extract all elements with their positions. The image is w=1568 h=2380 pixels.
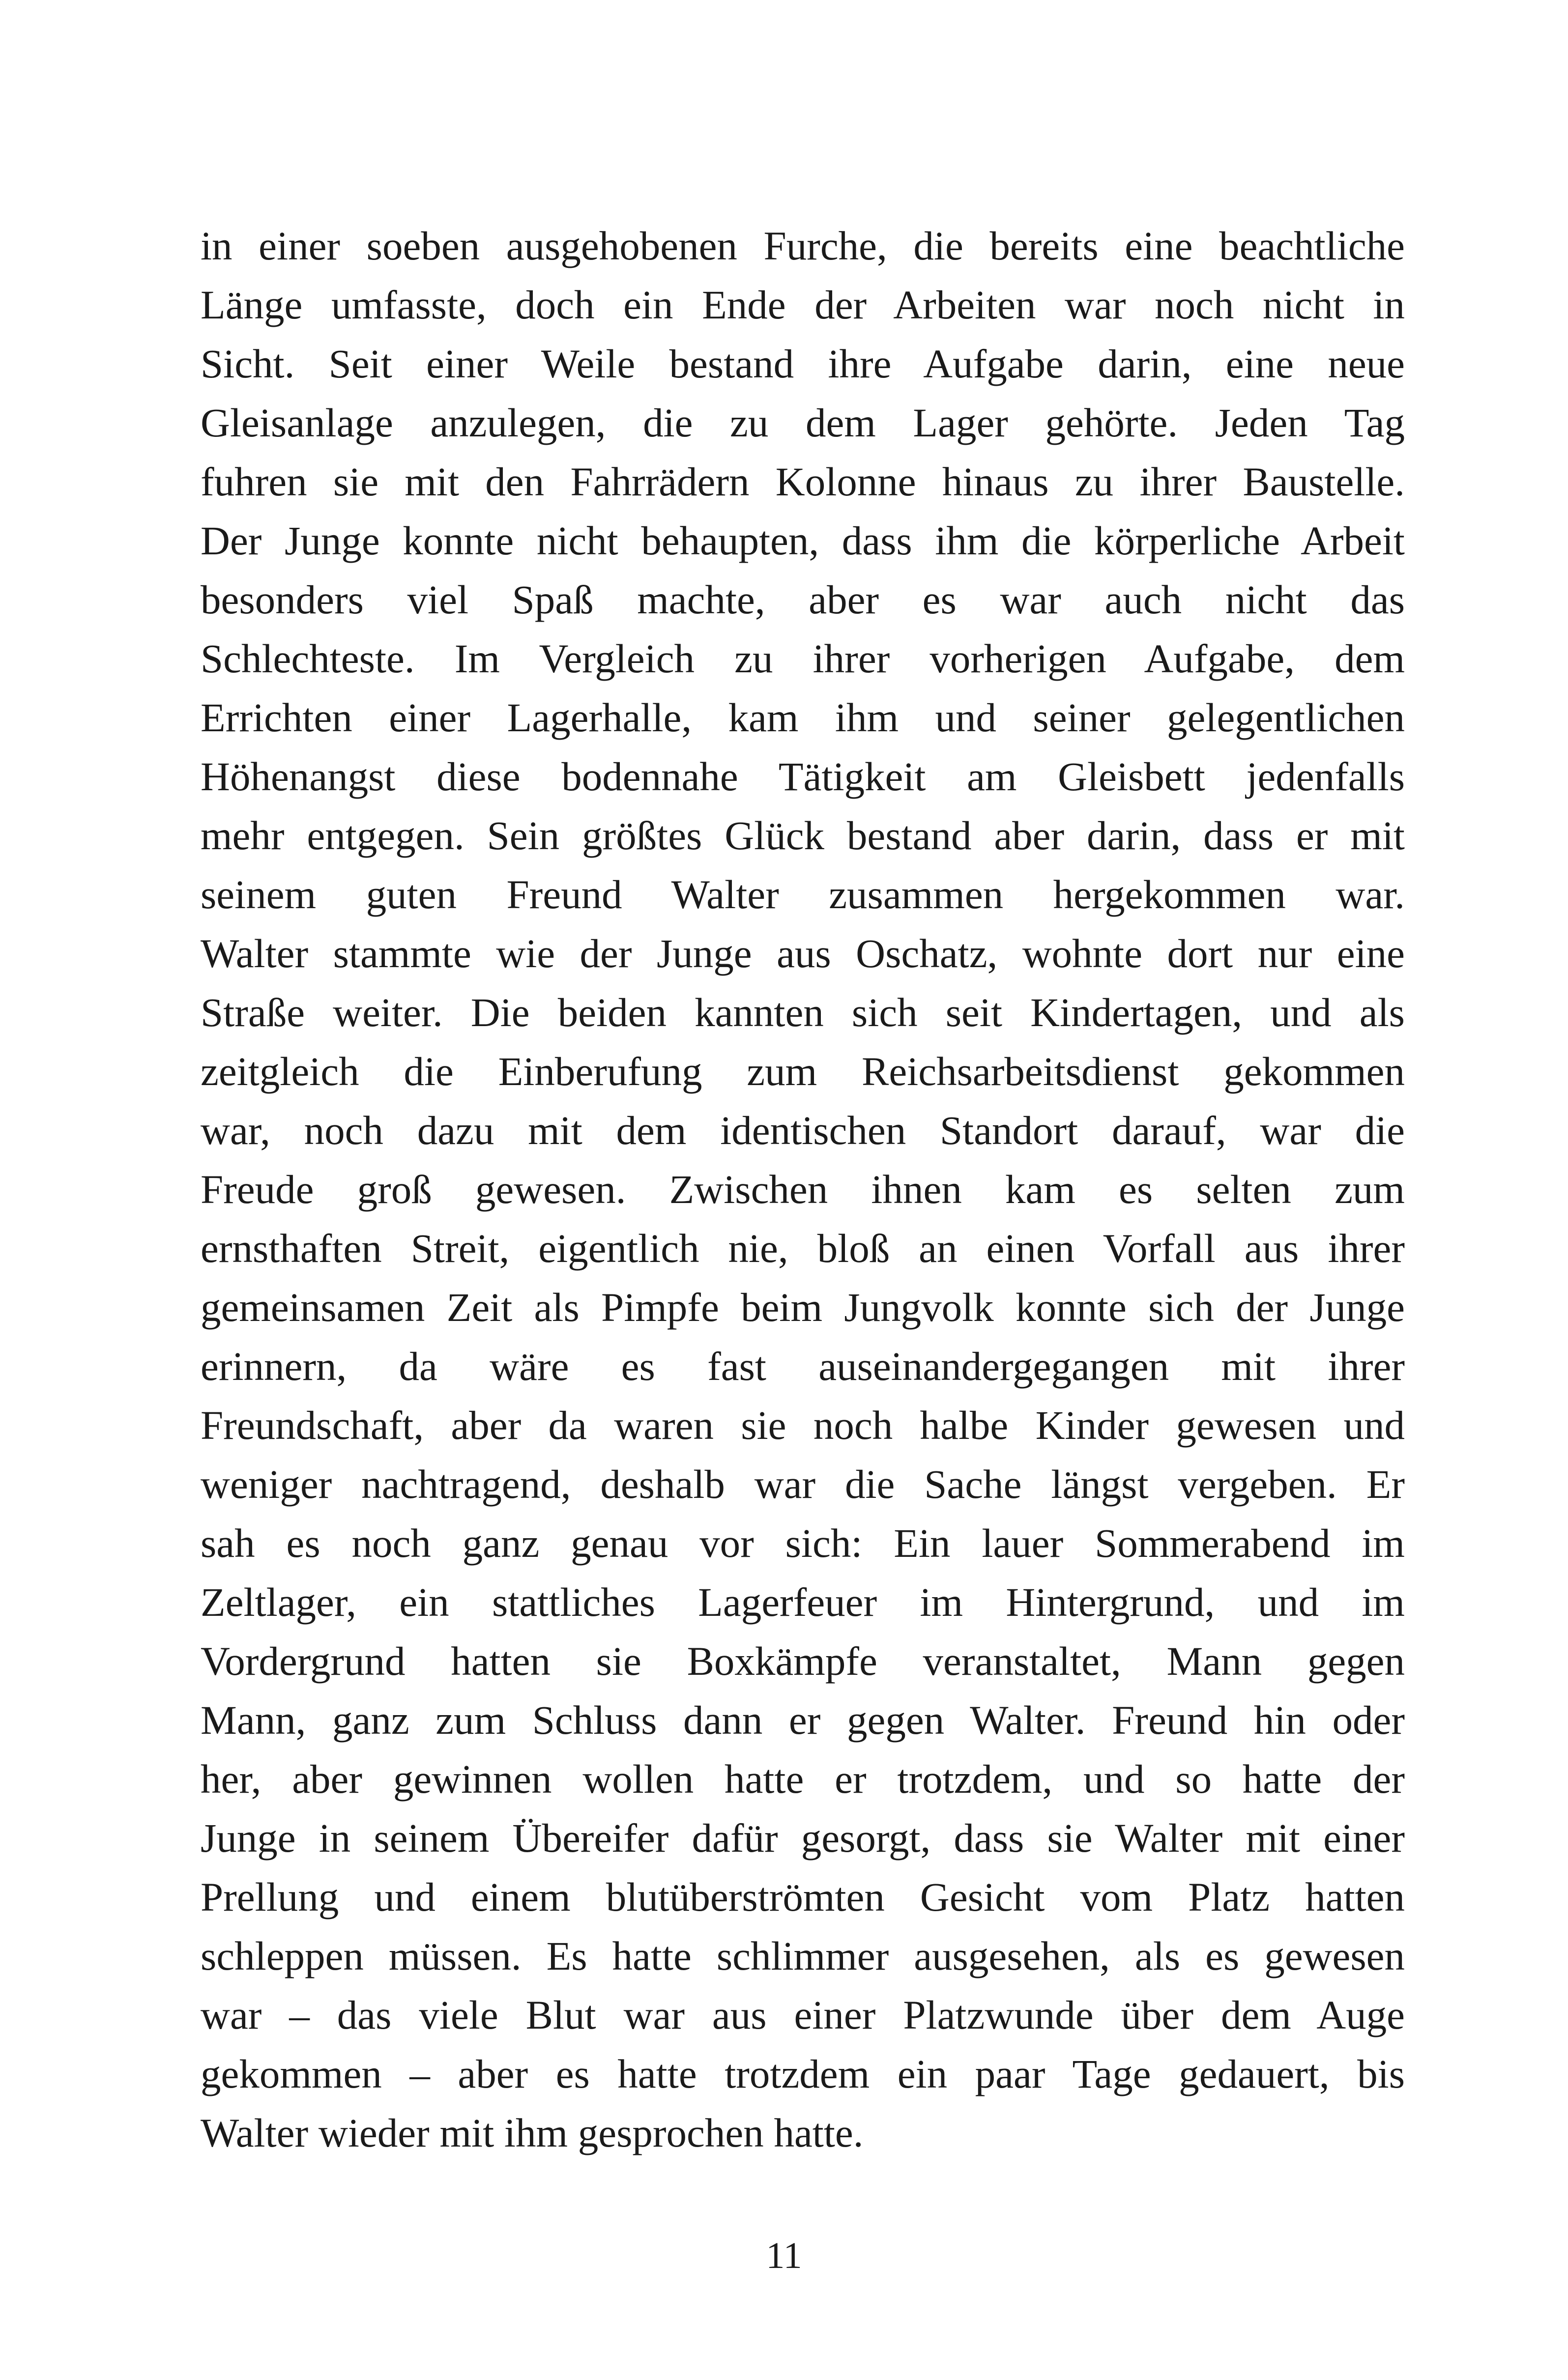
- text-line: Höhenangst diese bodennahe Tätigkeit am Gleisbett jedenfalls: [201, 754, 1405, 799]
- text-line: Schlechteste. Im Vergleich zu ihrer vorherigen Aufgabe, dem: [201, 636, 1405, 681]
- text-line: weniger nachtragend, deshalb war die Sache längst vergeben. Er: [201, 1462, 1405, 1507]
- text-line: seinem guten Freund Walter zusammen hergekommen war.: [201, 872, 1405, 917]
- text-line: Walter wieder mit ihm gesprochen hatte.: [201, 2110, 864, 2155]
- text-line: Zeltlager, ein stattliches Lagerfeuer im Hintergrund, und im: [201, 1579, 1405, 1625]
- text-line: Straße weiter. Die beiden kannten sich seit Kindertagen, und als: [201, 990, 1405, 1035]
- text-line: Vordergrund hatten sie Boxkämpfe veranstaltet, Mann gegen: [201, 1638, 1405, 1684]
- text-line: in einer soeben ausgehobenen Furche, die bereits eine beachtliche: [201, 223, 1405, 268]
- text-line: Errichten einer Lagerhalle, kam ihm und seiner gelegentlichen: [201, 695, 1405, 740]
- text-line: Mann, ganz zum Schluss dann er gegen Walter. Freund hin oder: [201, 1697, 1405, 1743]
- body-text: [201, 216, 1405, 2162]
- text-line: Sicht. Seit einer Weile bestand ihre Aufgabe darin, eine neue: [201, 341, 1405, 386]
- text-line: gemeinsamen Zeit als Pimpfe beim Jungvolk konnte sich der Junge: [201, 1285, 1405, 1330]
- text-line: war, noch dazu mit dem identischen Standort darauf, war die: [201, 1108, 1405, 1153]
- text-line: gekommen – aber es hatte trotzdem ein paar Tage gedauert, bis: [201, 2051, 1405, 2096]
- text-line: zeitgleich die Einberufung zum Reichsarbeitsdienst gekommen: [201, 1049, 1405, 1094]
- text-line: besonders viel Spaß machte, aber es war auch nicht das: [201, 577, 1405, 622]
- text-line: Junge in seinem Übereifer dafür gesorgt, dass sie Walter mit einer: [201, 1815, 1405, 1861]
- text-line: Freude groß gewesen. Zwischen ihnen kam es selten zum: [201, 1167, 1405, 1212]
- text-line: Länge umfasste, doch ein Ende der Arbeiten war noch nicht in: [201, 282, 1405, 327]
- text-line: ernsthaften Streit, eigentlich nie, bloß an einen Vorfall aus ihrer: [201, 1226, 1405, 1271]
- text-line: Gleisanlage anzulegen, die zu dem Lager gehörte. Jeden Tag: [201, 400, 1405, 445]
- text-line: erinnern, da wäre es fast auseinandergegangen mit ihrer: [201, 1344, 1405, 1389]
- text-line: Der Junge konnte nicht behaupten, dass ihm die körperliche Arbeit: [201, 518, 1405, 563]
- text-line: Freundschaft, aber da waren sie noch halbe Kinder gewesen und: [201, 1403, 1405, 1448]
- text-line: Prellung und einem blutüberströmten Gesicht vom Platz hatten: [201, 1874, 1405, 1920]
- text-line: sah es noch ganz genau vor sich: Ein lauer Sommerabend im: [201, 1520, 1405, 1566]
- text-line: fuhren sie mit den Fahrrädern Kolonne hinaus zu ihrer Baustelle.: [201, 459, 1405, 504]
- text-line: schleppen müssen. Es hatte schlimmer ausgesehen, als es gewesen: [201, 1933, 1405, 1979]
- text-line: mehr entgegen. Sein größtes Glück bestand aber darin, dass er mit: [201, 813, 1405, 858]
- text-line: war – das viele Blut war aus einer Platzwunde über dem Auge: [201, 1992, 1405, 2037]
- text-line: Walter stammte wie der Junge aus Oschatz, wohnte dort nur eine: [201, 931, 1405, 976]
- text-line: her, aber gewinnen wollen hatte er trotzdem, und so hatte der: [201, 1756, 1405, 1802]
- page-number: 11: [766, 2235, 802, 2276]
